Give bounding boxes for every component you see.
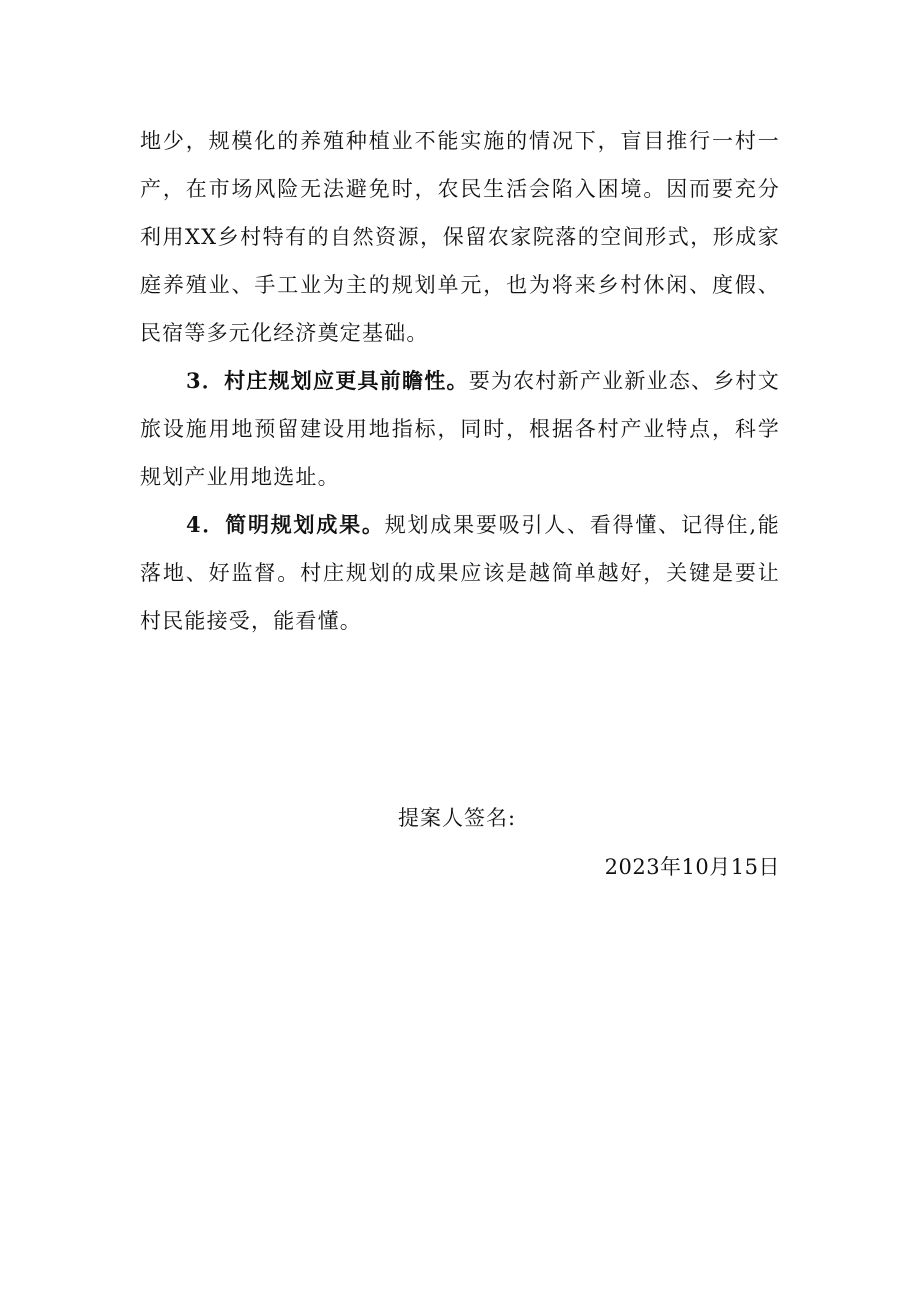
paragraph-item-3 [140, 357, 780, 501]
document-date: 2023年10月15日 [604, 855, 780, 879]
paragraph-continued [140, 117, 780, 357]
document-body [140, 117, 780, 645]
paragraph-item-4 [140, 501, 780, 645]
paragraph-heading: 3．村庄规划应更具前瞻性。 [186, 368, 469, 393]
paragraph-text: 规划成果要吸引人、看得懂、记得住,能落地、好监督。村庄规划的成果应该是越简单越好，关键是要让村民能接受，能看懂。 [140, 513, 780, 633]
paragraph-heading: 4．简明规划成果。 [186, 512, 385, 537]
signature-label: 提案人签名: [398, 806, 517, 830]
paragraph-text: 地少，规模化的养殖种植业不能实施的情况下，盲目推行一村一产，在市场风险无法避免时，农民生活会陷入困境。因而要充分利用XX乡村特有的自然资源，保留农家院落的空间形式，形成家庭养殖业、手工业为主的规划单元，也为将来乡村休闲、度假、民宿等多元化经济奠定基础。 [140, 129, 780, 345]
paragraph-text: 要为农村新产业新业态、乡村文旅设施用地预留建设用地指标，同时，根据各村产业特点，科学规划产业用地选址。 [140, 369, 780, 489]
